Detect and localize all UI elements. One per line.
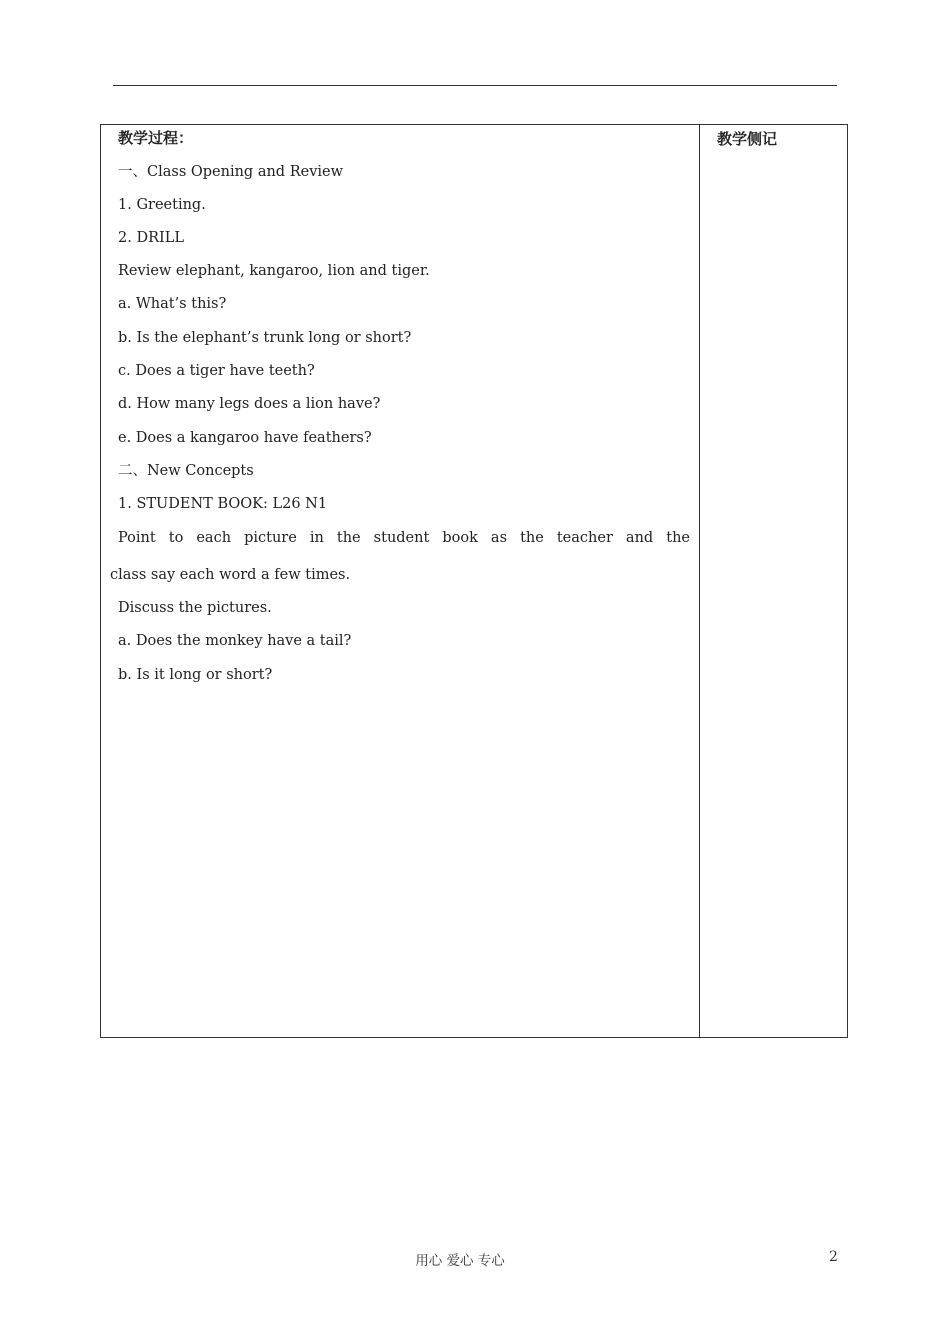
section-heading-review: 一、Class Opening and Review (118, 164, 344, 180)
question-item: b. Is the elephant’s trunk long or short? (118, 330, 412, 346)
question-item: b. Is it long or short? (118, 667, 273, 683)
question-item: d. How many legs does a lion have? (118, 396, 381, 412)
list-item: Review elephant, kangaroo, lion and tiger. (118, 263, 430, 279)
paragraph-line: class say each word a few times. (110, 567, 351, 583)
question-item: e. Does a kangaroo have feathers? (118, 430, 372, 446)
list-item: 1. Greeting. (118, 197, 206, 213)
list-item: 1. STUDENT BOOK: L26 N1 (118, 496, 328, 512)
footer-motto: 用心 爱心 专心 (415, 1253, 505, 1269)
question-item: a. Does the monkey have a tail? (118, 633, 352, 649)
header-rule (113, 85, 837, 86)
side-notes-heading: 教学侧记 (717, 130, 778, 148)
section-heading-new-concepts: 二、New Concepts (118, 463, 254, 479)
column-divider (699, 125, 700, 1037)
list-item: Discuss the pictures. (118, 600, 272, 616)
list-item: 2. DRILL (118, 230, 184, 246)
question-item: c. Does a tiger have teeth? (118, 363, 315, 379)
question-item: a. What’s this? (118, 296, 227, 312)
page-number: 2 (829, 1249, 838, 1265)
paragraph-line: Point to each picture in the student book as the teacher and the (118, 530, 690, 546)
teaching-process-heading: 教学过程： (118, 129, 194, 147)
lesson-table (100, 124, 848, 1038)
